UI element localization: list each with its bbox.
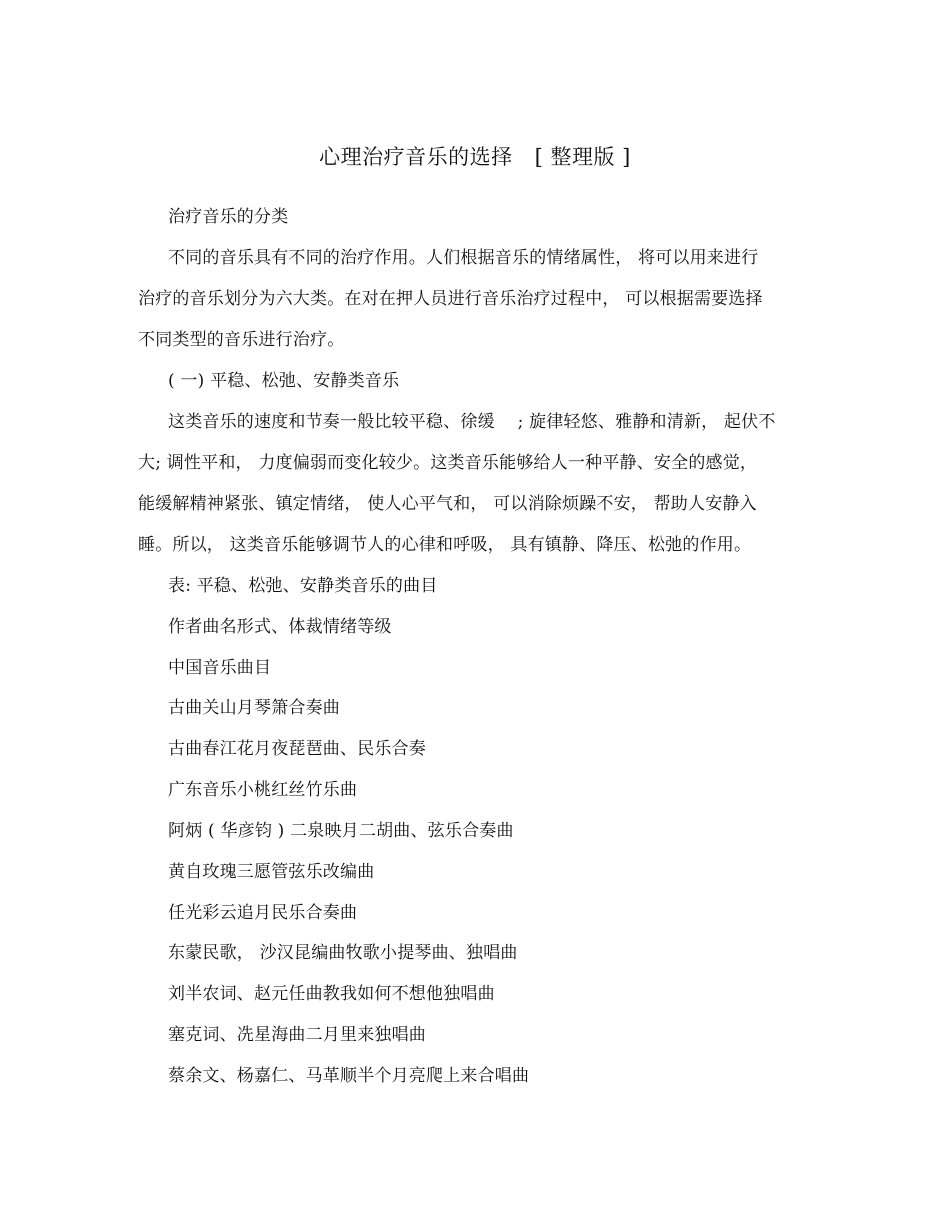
table-header: 作者曲名形式、体裁情绪等级 (168, 617, 392, 637)
list-item: 塞克词、冼星海曲二月里来独唱曲 (168, 1025, 426, 1045)
section-heading: 治疗音乐的分类 (168, 207, 289, 227)
subsection-heading: ( 一) 平稳、松弛、安静类音乐 (168, 371, 400, 391)
list-item: 东蒙民歌， 沙汉昆编曲牧歌小提琴曲、独唱曲 (168, 943, 518, 963)
title-main: 心理治疗音乐的选择 (319, 145, 513, 169)
paragraph-line: 不同类型的音乐进行治疗。 (138, 330, 345, 350)
list-item: 古曲关山月琴箫合奏曲 (168, 698, 340, 718)
list-item: 广东音乐小桃红丝竹乐曲 (168, 780, 358, 800)
paragraph-line: 能缓解精神紧张、镇定情绪， 使人心平气和， 可以消除烦躁不安， 帮助人安静入 (138, 494, 757, 514)
paragraph-line: 大; 调性平和， 力度偏弱而变化较少。这类音乐能够给人一种平静、安全的感觉， (138, 453, 758, 473)
list-item: 阿炳 ( 华彦钧 ) 二泉映月二胡曲、弦乐合奏曲 (168, 821, 514, 841)
paragraph-line: 睡。所以， 这类音乐能够调节人的心律和呼吸， 具有镇静、降压、松弛的作用。 (138, 535, 752, 555)
paragraph-line: 不同的音乐具有不同的治疗作用。人们根据音乐的情绪属性， 将可以用来进行 (168, 248, 759, 268)
list-item: 蔡余文、杨嘉仁、马革顺半个月亮爬上来合唱曲 (168, 1066, 530, 1086)
title-suffix: [ 整理版 ] (534, 145, 631, 169)
list-item: 任光彩云追月民乐合奏曲 (168, 903, 358, 923)
paragraph-line: 治疗的音乐划分为六大类。在对在押人员进行音乐治疗过程中， 可以根据需要选择 (138, 289, 763, 309)
list-item: 黄自玫瑰三愿管弦乐改编曲 (168, 862, 375, 882)
table-group-label: 中国音乐曲目 (168, 658, 272, 678)
table-caption: 表: 平稳、松弛、安静类音乐的曲目 (168, 576, 438, 596)
list-item: 古曲春江花月夜琵琶曲、民乐合奏 (168, 739, 426, 759)
list-item: 刘半农词、赵元任曲教我如何不想他独唱曲 (168, 984, 495, 1004)
paragraph-line: 这类音乐的速度和节奏一般比较平稳、徐缓 ; 旋律轻悠、雅静和清新， 起伏不 (168, 412, 776, 432)
page-title (0, 142, 950, 172)
